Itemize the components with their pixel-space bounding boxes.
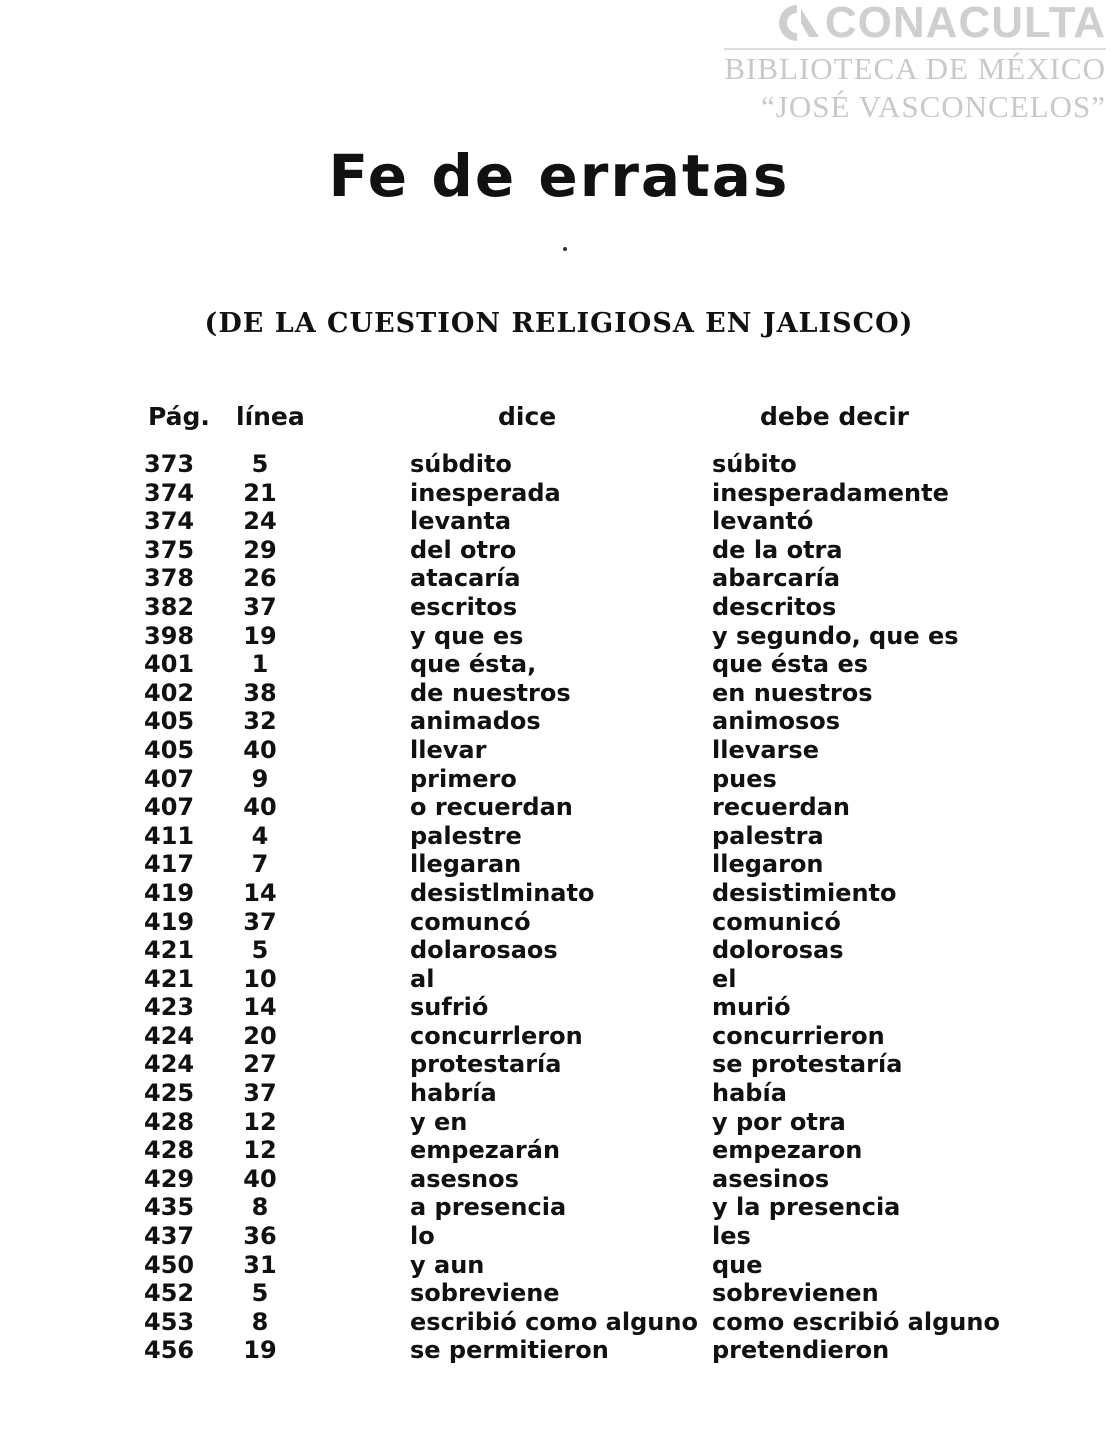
row-line: 7 (251, 850, 269, 879)
row-line: 19 (243, 1336, 277, 1365)
row-page: 419 (144, 878, 195, 907)
table-row (0, 765, 1118, 794)
row-page: 452 (144, 1279, 195, 1308)
row-line: 12 (243, 1107, 277, 1136)
table-row (0, 793, 1118, 822)
row-line: 5 (251, 936, 269, 965)
row-dice: y aun (410, 1250, 485, 1279)
row-debe: levantó (712, 507, 814, 536)
row-page: 378 (144, 564, 195, 593)
table-row (0, 1050, 1118, 1079)
row-dice: comuncó (410, 907, 531, 936)
row-page: 405 (144, 735, 195, 764)
row-page: 428 (144, 1107, 195, 1136)
row-page: 373 (144, 450, 195, 478)
row-dice: animados (410, 707, 541, 736)
row-line: 26 (243, 564, 277, 593)
table-row (0, 1165, 1118, 1194)
page-title: Fe de erratas (328, 142, 790, 210)
row-line: 21 (243, 478, 277, 507)
row-dice: palestre (410, 821, 522, 850)
row-page: 382 (144, 592, 195, 621)
row-debe: que ésta es (712, 650, 869, 679)
row-debe: en nuestros (712, 678, 873, 707)
row-page: 374 (144, 478, 195, 507)
row-debe: de la otra (712, 535, 843, 564)
row-dice: desistlminato (410, 878, 595, 907)
row-dice: concurrleron (410, 1021, 583, 1050)
row-dice: atacaría (410, 564, 521, 593)
row-dice: se permitieron (410, 1336, 609, 1365)
library-watermark (724, 0, 1106, 126)
row-debe: pretendieron (712, 1336, 890, 1365)
row-dice: llegaran (410, 850, 522, 879)
table-row (0, 993, 1118, 1022)
row-line: 29 (243, 535, 277, 564)
row-dice: protestaría (410, 1050, 562, 1079)
row-page: 424 (144, 1050, 195, 1079)
table-row (0, 622, 1118, 651)
table-header (0, 402, 1118, 438)
row-debe: y por otra (712, 1107, 846, 1136)
row-page: 417 (144, 850, 195, 879)
row-line: 37 (243, 1079, 277, 1108)
row-debe: se protestaría (712, 1050, 903, 1079)
table-row (0, 450, 1118, 479)
row-line: 12 (243, 1136, 277, 1165)
row-dice: que ésta, (410, 650, 537, 679)
row-debe: pues (712, 764, 777, 793)
row-page: 421 (144, 964, 195, 993)
table-row (0, 679, 1118, 708)
row-dice: a presencia (410, 1193, 567, 1222)
row-dice: sobreviene (410, 1279, 560, 1308)
row-line: 31 (243, 1250, 277, 1279)
row-dice: escribió como alguno (410, 1307, 698, 1336)
row-debe: desistimiento (712, 878, 897, 907)
row-debe: descritos (712, 592, 837, 621)
row-debe: inesperadamente (712, 478, 949, 507)
row-debe: súbito (712, 450, 797, 478)
table-row (0, 1308, 1118, 1337)
table-row (0, 1193, 1118, 1222)
row-line: 40 (243, 793, 277, 822)
row-page: 429 (144, 1164, 195, 1193)
table-row (0, 1279, 1118, 1308)
header-line: línea (236, 402, 305, 431)
row-line: 9 (251, 764, 269, 793)
table-row (0, 1079, 1118, 1108)
row-line: 36 (243, 1222, 277, 1251)
row-dice: al (410, 964, 435, 993)
row-dice: inesperada (410, 478, 561, 507)
row-line: 38 (243, 678, 277, 707)
row-debe: empezaron (712, 1136, 863, 1165)
row-page: 374 (144, 507, 195, 536)
row-page: 407 (144, 764, 195, 793)
conaculta-emblem-icon (775, 3, 821, 43)
table-row (0, 1108, 1118, 1137)
row-debe: que (712, 1250, 763, 1279)
row-dice: llevar (410, 735, 487, 764)
row-debe: asesinos (712, 1164, 830, 1193)
table-row (0, 1222, 1118, 1251)
row-dice: del otro (410, 535, 517, 564)
row-debe: y la presencia (712, 1193, 901, 1222)
row-dice: escritos (410, 592, 518, 621)
table-row (0, 936, 1118, 965)
page-subtitle: (DE LA CUESTION RELIGIOSA EN JALISCO) (204, 308, 914, 339)
row-debe: palestra (712, 821, 824, 850)
row-debe: había (712, 1079, 787, 1108)
row-line: 37 (243, 907, 277, 936)
row-debe: comunicó (712, 907, 841, 936)
row-line: 1 (251, 650, 269, 679)
table-row (0, 707, 1118, 736)
table-row (0, 1022, 1118, 1051)
row-line: 24 (243, 507, 277, 536)
row-dice: de nuestros (410, 678, 571, 707)
row-page: 407 (144, 793, 195, 822)
row-page: 456 (144, 1336, 195, 1365)
table-row (0, 1336, 1118, 1365)
row-page: 428 (144, 1136, 195, 1165)
table-row (0, 564, 1118, 593)
row-line: 20 (243, 1021, 277, 1050)
row-debe: el (712, 964, 737, 993)
print-speck (563, 247, 567, 251)
row-line: 14 (243, 878, 277, 907)
row-page: 401 (144, 650, 195, 679)
conaculta-logo (724, 0, 1106, 50)
row-line: 14 (243, 993, 277, 1022)
watermark-line-2: “JOSÉ VASCONCELOS” (761, 89, 1106, 124)
row-dice: primero (410, 764, 517, 793)
row-page: 398 (144, 621, 195, 650)
row-line: 27 (243, 1050, 277, 1079)
row-line: 5 (251, 1279, 269, 1308)
row-page: 435 (144, 1193, 195, 1222)
table-row (0, 879, 1118, 908)
row-debe: dolorosas (712, 936, 844, 965)
row-dice: y que es (410, 621, 524, 650)
errata-table (0, 450, 1118, 1365)
row-line: 32 (243, 707, 277, 736)
row-line: 19 (243, 621, 277, 650)
row-debe: sobrevienen (712, 1279, 879, 1308)
row-debe: abarcaría (712, 564, 841, 593)
table-row (0, 965, 1118, 994)
row-page: 424 (144, 1021, 195, 1050)
row-debe: concurrieron (712, 1021, 885, 1050)
row-debe: llegaron (712, 850, 824, 879)
row-page: 450 (144, 1250, 195, 1279)
row-line: 8 (251, 1307, 269, 1336)
table-row (0, 650, 1118, 679)
row-page: 375 (144, 535, 195, 564)
row-debe: como escribió alguno (712, 1307, 1000, 1336)
row-page: 421 (144, 936, 195, 965)
row-line: 37 (243, 592, 277, 621)
row-debe: animosos (712, 707, 841, 736)
row-line: 10 (243, 964, 277, 993)
row-debe: llevarse (712, 735, 819, 764)
row-line: 8 (251, 1193, 269, 1222)
row-dice: habría (410, 1079, 497, 1108)
row-page: 423 (144, 993, 195, 1022)
row-dice: asesnos (410, 1164, 519, 1193)
row-page: 402 (144, 678, 195, 707)
row-debe: recuerdan (712, 793, 850, 822)
row-debe: les (712, 1222, 751, 1251)
row-page: 419 (144, 907, 195, 936)
table-row (0, 850, 1118, 879)
header-dice: dice (498, 402, 557, 431)
table-row (0, 593, 1118, 622)
row-page: 453 (144, 1307, 195, 1336)
watermark-logo-text: CONACULTA (824, 0, 1106, 47)
table-row (0, 1136, 1118, 1165)
table-row (0, 736, 1118, 765)
row-dice: o recuerdan (410, 793, 573, 822)
table-row (0, 822, 1118, 851)
row-dice: dolarosaos (410, 936, 558, 965)
watermark-line-1: BIBLIOTECA DE MÉXICO (724, 51, 1106, 86)
row-page: 425 (144, 1079, 195, 1108)
row-page: 405 (144, 707, 195, 736)
row-dice: lo (410, 1222, 435, 1251)
row-dice: sufrió (410, 993, 489, 1022)
row-page: 411 (144, 821, 195, 850)
table-row (0, 507, 1118, 536)
row-line: 4 (251, 821, 269, 850)
row-line: 40 (243, 1164, 277, 1193)
row-debe: murió (712, 993, 791, 1022)
table-row (0, 1251, 1118, 1280)
row-dice: empezarán (410, 1136, 561, 1165)
table-row (0, 536, 1118, 565)
row-line: 40 (243, 735, 277, 764)
row-dice: súbdito (410, 450, 512, 478)
row-dice: levanta (410, 507, 512, 536)
row-page: 437 (144, 1222, 195, 1251)
row-dice: y en (410, 1107, 468, 1136)
table-row (0, 908, 1118, 937)
header-page: Pág. (148, 402, 210, 431)
header-debe: debe decir (760, 402, 909, 431)
row-line: 5 (251, 450, 269, 478)
row-debe: y segundo, que es (712, 621, 959, 650)
table-row (0, 479, 1118, 508)
